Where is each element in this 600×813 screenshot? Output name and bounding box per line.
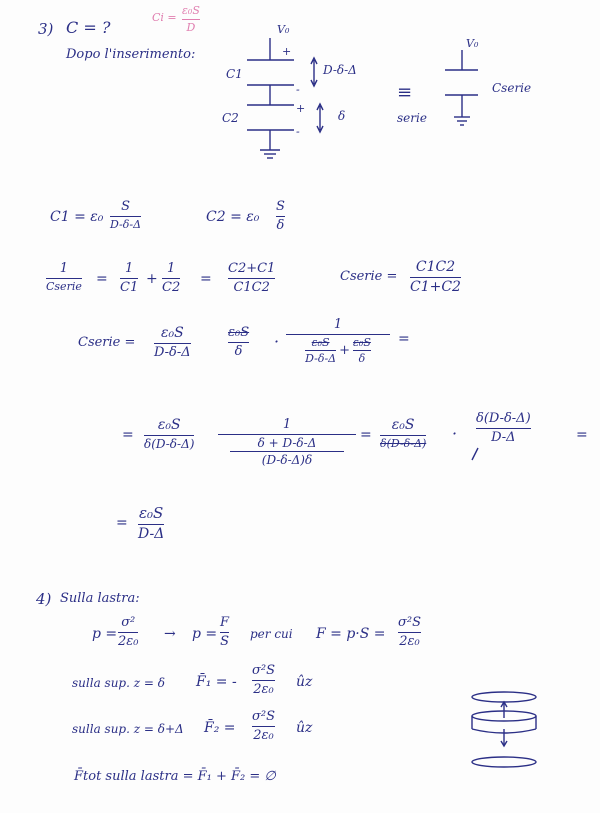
eq3-c-den: [305, 337, 371, 365]
eq2-equals-2: =: [200, 271, 212, 287]
eq3-c-sub1-num: ε₀S: [311, 335, 330, 349]
eq3-c-bar: [286, 334, 390, 335]
eq3-c-sub2-bar: [353, 350, 371, 351]
p2-num: F: [220, 615, 230, 630]
eq4-c-fraction: [380, 418, 426, 449]
eq4-equals: =: [122, 427, 134, 443]
inv-cserie-bar: [46, 278, 82, 279]
f2-label: sulla sup. z = δ+Δ: [72, 722, 184, 736]
inv-cserie-num: 1: [59, 261, 69, 276]
inv-c2-fraction: [162, 262, 180, 294]
p2-den: S: [220, 633, 229, 649]
sum-bar: [228, 278, 275, 279]
eq4-c-num: ε₀S: [391, 417, 415, 433]
section-3-intro: Dopo l'inserimento:: [66, 47, 196, 62]
minus-bot: -: [296, 125, 300, 138]
section-4-number: 4): [36, 590, 52, 608]
reminder-num: ε₀S: [182, 4, 200, 17]
lower-plate-sketch: [472, 757, 536, 767]
cserie-result-bar: [410, 277, 461, 278]
f1-label: sulla sup. z = δ: [72, 676, 165, 690]
c1-num: S: [121, 199, 130, 214]
cserie-result-lhs: Cserie =: [340, 269, 398, 284]
eq3-a-den: D-δ-Δ: [154, 344, 191, 360]
c1-fraction: [110, 200, 141, 230]
f1-den: 2ε₀: [253, 681, 274, 697]
p-den: 2ε₀: [118, 633, 139, 649]
ftot-line: F̄tot sulla lastra = F̄₁ + F̄₂ = ∅: [74, 769, 276, 784]
f-lhs: F = p·S =: [316, 626, 386, 642]
section-3-question: C = ?: [66, 18, 111, 37]
f1-fraction: [252, 664, 275, 696]
eq3-c-sub2-num: ε₀S: [353, 335, 371, 349]
f1-lhs: F̄₁ = -: [196, 674, 237, 690]
f2-lhs: F̄₂ =: [204, 720, 236, 736]
eq3-a-num: ε₀S: [160, 325, 184, 341]
eq4-b-inner-bar: [230, 451, 343, 452]
reminder-den: D: [186, 20, 196, 34]
sum-den: C1C2: [233, 279, 270, 295]
inv-c1-den: C1: [120, 279, 139, 295]
eq3-a-fraction: [154, 326, 191, 359]
eq2-equals: =: [96, 271, 108, 287]
c1-label: C1: [226, 67, 243, 81]
eq5-equals: =: [116, 515, 128, 531]
p2-lhs: p =: [192, 626, 218, 642]
gap2-label: δ: [338, 109, 346, 123]
c2-den: δ: [276, 217, 285, 233]
eq3-equals: =: [398, 331, 410, 347]
p2-bar: [220, 632, 229, 633]
f2-bar: [252, 726, 275, 727]
per-cui-text: per cui: [250, 627, 293, 641]
inv-c1-bar: [120, 278, 138, 279]
gap1-label: D-δ-Δ: [323, 63, 357, 77]
eq4-a-den: δ(D-δ-Δ): [144, 436, 195, 451]
eq3-b-fraction: [228, 326, 249, 358]
eq3-c-sub2-den: δ: [358, 352, 366, 366]
plus-mid: +: [296, 102, 306, 115]
eq5-fraction: [138, 506, 164, 541]
c2-num: S: [276, 199, 285, 214]
cserie-result-den: C1+C2: [410, 278, 461, 295]
reminder-lhs: Ci =: [152, 11, 177, 24]
eq4-d-num: δ(D-δ-Δ): [476, 411, 531, 426]
eq5-num: ε₀S: [138, 504, 164, 522]
p-num: σ²: [121, 615, 136, 630]
p-lhs: p =: [92, 626, 118, 642]
inv-cserie-den: Cserie: [46, 279, 82, 293]
eq3-b-bar: [228, 342, 249, 343]
eq4-a-num: ε₀S: [157, 417, 181, 433]
equivalence-sign: ≡: [397, 82, 413, 103]
minus-mid: -: [296, 83, 300, 96]
eq5-bar: [138, 524, 164, 525]
eq3-lhs: Cserie =: [78, 335, 136, 350]
c2-fraction: [276, 200, 285, 232]
eq4-c-den: δ(D-δ-Δ): [380, 436, 427, 450]
c1-den: D-δ-Δ: [110, 217, 142, 231]
eq3-c-sub1-den: D-δ-Δ: [305, 352, 337, 366]
reminder-bar: [182, 19, 200, 20]
eq4-b-bar: [218, 434, 356, 435]
eq4-c-bar: [380, 435, 426, 436]
f1-unit: ûz: [296, 674, 313, 690]
p-bar: [118, 632, 138, 633]
cserie-result-fraction: [410, 260, 461, 294]
p-fraction: [118, 616, 138, 648]
c2-label: C2: [222, 111, 239, 125]
inv-c1-num: 1: [124, 261, 134, 276]
c2-lhs: C2 = ε₀: [206, 209, 260, 225]
eq3-c-num: 1: [333, 317, 343, 332]
eq4-b-den-bot: (D-δ-Δ)δ: [261, 453, 313, 468]
plus-top: +: [282, 45, 292, 58]
f1-num: σ²S: [252, 663, 275, 678]
eq4-a-bar: [144, 435, 194, 436]
eq3-c-sub2: [353, 337, 371, 365]
inv-c1-fraction: [120, 262, 138, 294]
eq5-den: D-Δ: [138, 525, 165, 542]
eq4-a-fraction: [144, 418, 194, 450]
sum-num: C2+C1: [228, 261, 276, 276]
sum-fraction: [228, 262, 275, 294]
cserie-label: Cserie: [492, 81, 532, 95]
inv-c2-num: 1: [166, 261, 176, 276]
inv-c2-den: C2: [162, 279, 181, 295]
eq3-b-den: δ: [234, 343, 243, 359]
top-voltage-label: V₀: [277, 23, 290, 36]
f2-fraction: [252, 710, 275, 742]
eq3-c-fraction: [286, 318, 390, 365]
upper-plate-sketch: [472, 692, 536, 702]
p2-fraction: [220, 616, 229, 648]
f-bar: [398, 632, 421, 633]
inv-cserie-fraction: [46, 262, 82, 292]
eq4-b-den-top: δ + D-δ-Δ: [257, 435, 317, 450]
cancel-slash: [472, 448, 478, 460]
arrow-implies: →: [164, 626, 176, 642]
right-voltage-label: V₀: [466, 37, 479, 50]
section-3-number: 3): [38, 20, 54, 38]
section-4-title: Sulla lastra:: [60, 591, 140, 606]
eq4-d-fraction: [476, 412, 531, 444]
reminder-fraction: [182, 5, 200, 33]
eq4-d-bar: [476, 428, 531, 429]
eq4-equals-3: =: [576, 427, 588, 443]
c1-lhs: C1 = ε₀: [50, 209, 104, 225]
f-num: σ²S: [398, 615, 421, 630]
f2-unit: ûz: [296, 720, 313, 736]
f2-num: σ²S: [252, 709, 275, 724]
eq3-dot: ·: [274, 332, 280, 351]
eq4-b-num: 1: [282, 417, 292, 432]
serie-label: serie: [397, 111, 427, 125]
f-den: 2ε₀: [399, 633, 420, 649]
eq3-c-sub1: [305, 337, 336, 365]
eq3-b-num: ε₀S: [228, 325, 250, 340]
eq3-c-plus: +: [339, 343, 351, 359]
eq4-b-fraction: [218, 418, 356, 467]
eq4-equals-2: =: [360, 427, 372, 443]
eq3-a-bar: [154, 343, 191, 344]
cserie-result-num: C1C2: [415, 259, 456, 275]
f2-den: 2ε₀: [253, 727, 274, 743]
c1-bar: [110, 216, 141, 217]
eq3-c-sub1-bar: [305, 350, 336, 351]
f-fraction: [398, 616, 421, 648]
f1-bar: [252, 680, 275, 681]
eq2-plus: +: [146, 271, 158, 287]
eq4-dot: ·: [452, 424, 458, 443]
eq4-d-den: D-Δ: [491, 429, 516, 445]
c2-bar: [276, 216, 285, 217]
inv-c2-bar: [162, 278, 180, 279]
